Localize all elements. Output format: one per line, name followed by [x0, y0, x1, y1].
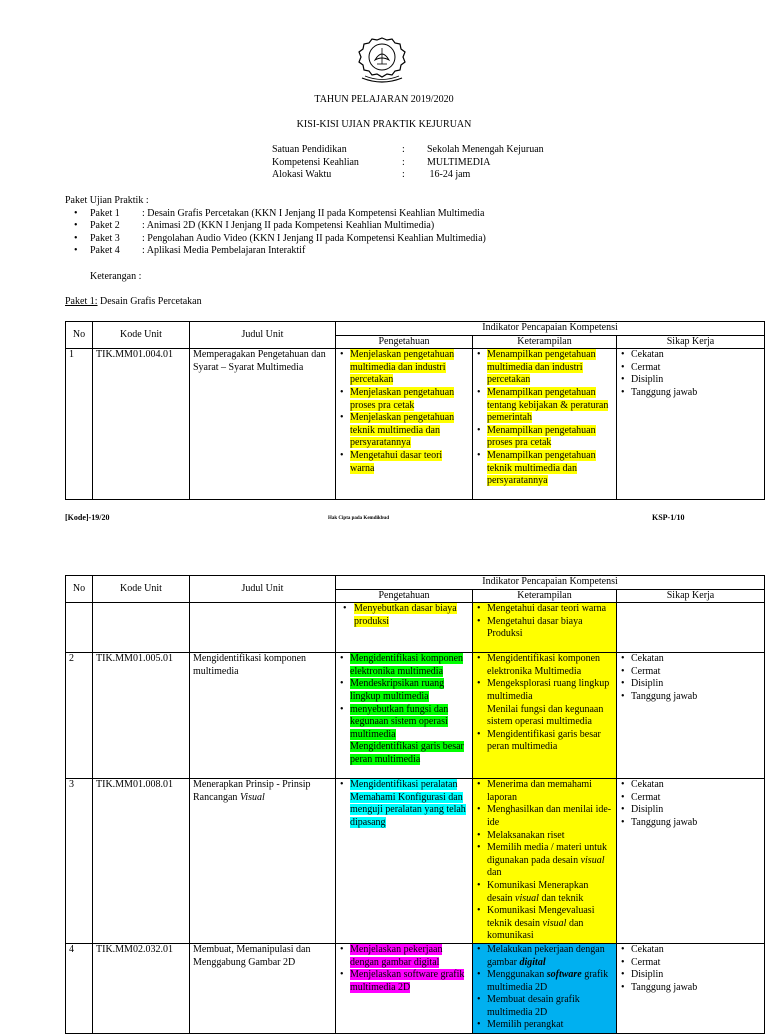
paket-name: Paket 2 — [90, 220, 120, 231]
paket-item — [65, 233, 486, 246]
list-item — [476, 387, 613, 425]
highlight-text: Menjelaskan pengetahuan teknik multimedia dan persyaratannya — [350, 412, 455, 449]
highlight-text: Menampilkan pengetahuan tentang kebijakan & peraturan pemerintah — [487, 386, 609, 424]
paket1-title: Desain Grafis Percetakan — [97, 296, 202, 307]
list-item — [339, 412, 469, 450]
list-text: Menggunakan — [487, 969, 547, 981]
header-sikap-kerja: Sikap Kerja — [617, 589, 765, 603]
cell-pengetahuan — [336, 349, 473, 500]
list-item — [476, 425, 613, 450]
list-italic: digital — [519, 956, 546, 968]
bullet-icon: • — [74, 220, 78, 231]
highlight-text: Menjelaskan pekerjaan dengan gambar digital — [350, 943, 443, 968]
meta-label: Kompetensi Keahlian — [272, 156, 359, 168]
meta-colon: : — [402, 169, 405, 181]
highlight-text: Menjelaskan software grafik multimedia 2D — [350, 969, 465, 993]
bullet-icon: • — [74, 207, 78, 219]
cell-keterampilan — [473, 603, 617, 653]
cell-sikap — [617, 349, 765, 500]
tut-wuri-handayani-logo-icon — [356, 36, 408, 84]
list-item — [476, 969, 613, 994]
cell-judul — [190, 603, 336, 653]
list-item: • Menerima dan memahami laporan — [476, 779, 613, 804]
list-item — [339, 704, 469, 767]
list-item: • Disiplin — [620, 804, 761, 817]
header-sikap-kerja: Sikap Kerja — [617, 335, 765, 349]
list-item: • Mengetahui dasar teori warna — [476, 603, 613, 616]
list-item — [339, 969, 469, 994]
list-item — [476, 678, 613, 728]
header-pengetahuan: Pengetahuan — [336, 589, 473, 603]
cell-kode: TIK.MM01.004.01 — [93, 349, 190, 500]
meta-value: MULTIMEDIA — [427, 156, 491, 168]
highlight-text: Menjelaskan pengetahuan multimedia dan industri percetakan — [350, 349, 455, 386]
list-italic: visual — [580, 854, 605, 866]
highlight-text: Mengidentifikasi peralatan — [350, 779, 458, 791]
list-item — [339, 450, 469, 475]
cell-pengetahuan — [336, 653, 473, 779]
meta-colon: : — [402, 144, 405, 155]
list-item — [339, 349, 469, 387]
header-no: No — [66, 576, 93, 603]
cell-pengetahuan — [336, 943, 473, 1033]
list-item: • Cekatan — [620, 349, 761, 362]
judul-italic: Visual — [239, 791, 265, 803]
paket-name: Paket 1 — [90, 207, 120, 219]
list-item: • Tanggung jawab — [620, 691, 761, 704]
table-row — [66, 653, 765, 779]
list-item — [339, 944, 469, 969]
cell-kode: TIK.MM01.008.01 — [93, 779, 190, 944]
list-item: • Memilih perangkat — [476, 1019, 613, 1032]
header-kode-unit: Kode Unit — [93, 322, 190, 349]
list-item — [339, 678, 469, 703]
highlight-text: Menampilkan pengetahuan multimedia dan industri percetakan — [487, 349, 596, 386]
cell-no: 1 — [66, 349, 93, 500]
meta-colon: : — [402, 156, 405, 168]
list-item: • Tanggung jawab — [620, 982, 761, 995]
meta-value: 16-24 jam — [427, 169, 471, 181]
kisi-table-page2 — [65, 575, 765, 1034]
paket-desc: : Animasi 2D (KKN I Jenjang II pada Kompetensi Keahlian Multimedia) — [142, 220, 435, 231]
list-italic: visual — [542, 917, 567, 929]
cell-no: 3 — [66, 779, 93, 944]
header-judul-unit: Judul Unit — [190, 576, 336, 603]
cell-pengetahuan — [336, 603, 473, 653]
paket-name: Paket 4 — [90, 245, 120, 256]
list-item: • Cekatan — [620, 944, 761, 957]
table-row — [66, 349, 765, 500]
list-item: • Disiplin — [620, 969, 761, 982]
highlight-text: menyebutkan fungsi dan kegunaan sistem operasi multimedia — [350, 703, 449, 740]
paket-name: Paket 3 — [90, 232, 120, 244]
list-item: • Disiplin — [620, 678, 761, 691]
highlight-text: Mengetahui dasar teori warna — [350, 449, 443, 474]
list-item: • Disiplin — [620, 374, 761, 387]
document-title: KISI-KISI UJIAN PRAKTIK KEJURUAN — [296, 119, 472, 130]
cell-keterampilan — [473, 943, 617, 1033]
cell-no — [66, 603, 93, 653]
list-item — [339, 603, 469, 628]
list-text: Komunikasi Menerapkan desain — [487, 879, 589, 904]
list-text: Komunikasi Mengevaluasi teknik desain — [487, 905, 595, 929]
list-item: • Tanggung jawab — [620, 387, 761, 400]
highlight-text: Menjelaskan pengetahuan proses pra cetak — [350, 386, 455, 411]
paket-desc: : Pengolahan Audio Video (KKN I Jenjang II pada Kompetensi Keahlian Multimedia) — [142, 232, 486, 244]
table-row — [66, 779, 765, 944]
list-item — [339, 653, 469, 678]
list-text: grafik multimedia 2D — [487, 969, 609, 993]
cell-kode — [93, 603, 190, 653]
list-item — [476, 880, 613, 905]
paket-heading: Paket Ujian Praktik : — [65, 195, 149, 206]
list-item: • Mengidentifikasi komponen elektronika Multimedia — [476, 653, 613, 678]
list-item: • Mengidentifikasi garis besar peran multimedia — [476, 729, 613, 754]
list-item: • Cekatan — [620, 653, 761, 666]
judul-text: Menerapkan Prinsip - Prinsip Rancangan — [193, 779, 311, 803]
header-pengetahuan: Pengetahuan — [336, 335, 473, 349]
list-item — [476, 905, 613, 943]
paket-item — [65, 208, 486, 221]
footer-page-number: KSP-1/10 — [652, 513, 685, 522]
page-gap — [0, 525, 768, 573]
keterangan-label: Keterangan : — [90, 271, 142, 282]
list-item: • Cermat — [620, 362, 761, 375]
list-text: Mengeksplorasi ruang lingkup multimedia — [487, 678, 610, 702]
kisi-table-page1 — [65, 321, 765, 500]
highlight-text: Mengidentifikasi komponen elektronika multimedia — [350, 653, 464, 677]
list-text: dan komunikasi — [487, 917, 584, 942]
header-indikator: Indikator Pencapaian Kompetensi — [336, 576, 765, 590]
cell-kode: TIK.MM02.032.01 — [93, 943, 190, 1033]
paket-item — [65, 220, 486, 233]
bullet-icon: • — [74, 232, 78, 244]
table-row — [66, 943, 765, 1033]
meta-row — [272, 169, 544, 182]
header-keterampilan: Keterampilan — [473, 589, 617, 603]
cell-no: 4 — [66, 943, 93, 1033]
paket-item — [65, 245, 486, 258]
header-indikator: Indikator Pencapaian Kompetensi — [336, 322, 765, 336]
meta-label: Satuan Pendidikan — [272, 144, 347, 155]
document-page-2 — [0, 573, 768, 1031]
header-no: No — [66, 322, 93, 349]
meta-label: Alokasi Waktu — [272, 169, 332, 181]
cell-judul: Memperagakan Pengetahuan dan Syarat – Syarat Multimedia — [190, 349, 336, 500]
list-item — [476, 944, 613, 969]
cell-keterampilan — [473, 779, 617, 944]
list-item: • Cermat — [620, 957, 761, 970]
paket-list — [65, 195, 486, 258]
list-item — [339, 387, 469, 412]
cell-keterampilan — [473, 349, 617, 500]
cell-sikap — [617, 779, 765, 944]
meta-value: Sekolah Menengah Kejuruan — [427, 144, 544, 155]
list-text: Melakukan pekerjaan dengan gambar — [487, 943, 605, 968]
footer-copyright: Hak Cipta pada Kemdikbud — [328, 516, 389, 521]
paket-desc: : Aplikasi Media Pembelajaran Interaktif — [142, 245, 306, 256]
list-item — [339, 779, 469, 829]
cell-no: 2 — [66, 653, 93, 779]
list-item: • Mengetahui dasar biaya Produksi — [476, 616, 613, 641]
header-judul-unit: Judul Unit — [190, 322, 336, 349]
cell-sikap — [617, 603, 765, 653]
list-item: • Cermat — [620, 666, 761, 679]
highlight-text: Menampilkan pengetahuan teknik multimedia dan persyaratannya — [487, 449, 596, 487]
header-kode-unit: Kode Unit — [93, 576, 190, 603]
highlight-text: Mendeskripsikan ruang lingkup multimedia — [350, 678, 445, 702]
table-row — [66, 603, 765, 653]
paket1-heading — [65, 296, 202, 309]
cell-judul — [190, 779, 336, 944]
academic-year: TAHUN PELAJARAN 2019/2020 — [314, 94, 454, 105]
header-keterampilan: Keterampilan — [473, 335, 617, 349]
meta-row — [272, 157, 544, 170]
footer-code: [Kode]-19/20 — [65, 513, 110, 522]
cell-sikap — [617, 653, 765, 779]
list-item: • Menghasilkan dan menilai ide-ide — [476, 804, 613, 829]
bullet-icon: • — [74, 245, 78, 256]
cell-judul: Membuat, Memanipulasi dan Menggabung Gambar 2D — [190, 943, 336, 1033]
list-text: Menilai fungsi dan kegunaan sistem operasi multimedia — [487, 703, 604, 728]
list-text: Memilih media / materi untuk digunakan pada desain — [487, 842, 607, 866]
list-item: • Membuat desain grafik multimedia 2D — [476, 994, 613, 1019]
list-italic: visual — [515, 892, 539, 904]
paket1-label: Paket 1: — [65, 296, 98, 307]
list-item: • Cekatan — [620, 779, 761, 792]
list-text: dan — [487, 867, 502, 879]
highlight-text: Menyebutkan dasar biaya produksi — [354, 603, 457, 627]
list-item: • Tanggung jawab — [620, 817, 761, 830]
cell-kode: TIK.MM01.005.01 — [93, 653, 190, 779]
cell-sikap — [617, 943, 765, 1033]
cell-pengetahuan — [336, 779, 473, 944]
list-item — [476, 349, 613, 387]
highlight-text: Mengidentifikasi garis besar peran multimedia — [350, 741, 464, 765]
list-item — [476, 450, 613, 488]
cell-judul: Mengidentifikasi komponen multimedia — [190, 653, 336, 779]
list-italic: software — [546, 969, 582, 981]
cell-keterampilan — [473, 653, 617, 779]
list-item: • Melaksanakan riset — [476, 830, 613, 843]
list-item — [476, 842, 613, 880]
highlight-text: Menampilkan pengetahuan proses pra cetak — [487, 424, 596, 449]
meta-row — [272, 144, 544, 157]
list-item: • Cermat — [620, 792, 761, 805]
highlight-text: Memahami Konfigurasi dan menguji peralatan yang telah dipasang — [350, 791, 466, 828]
document-meta — [272, 144, 544, 182]
paket-desc: : Desain Grafis Percetakan (KKN I Jenjang II pada Kompetensi Keahlian Multimedia — [142, 207, 485, 219]
list-text: dan teknik — [538, 892, 584, 904]
